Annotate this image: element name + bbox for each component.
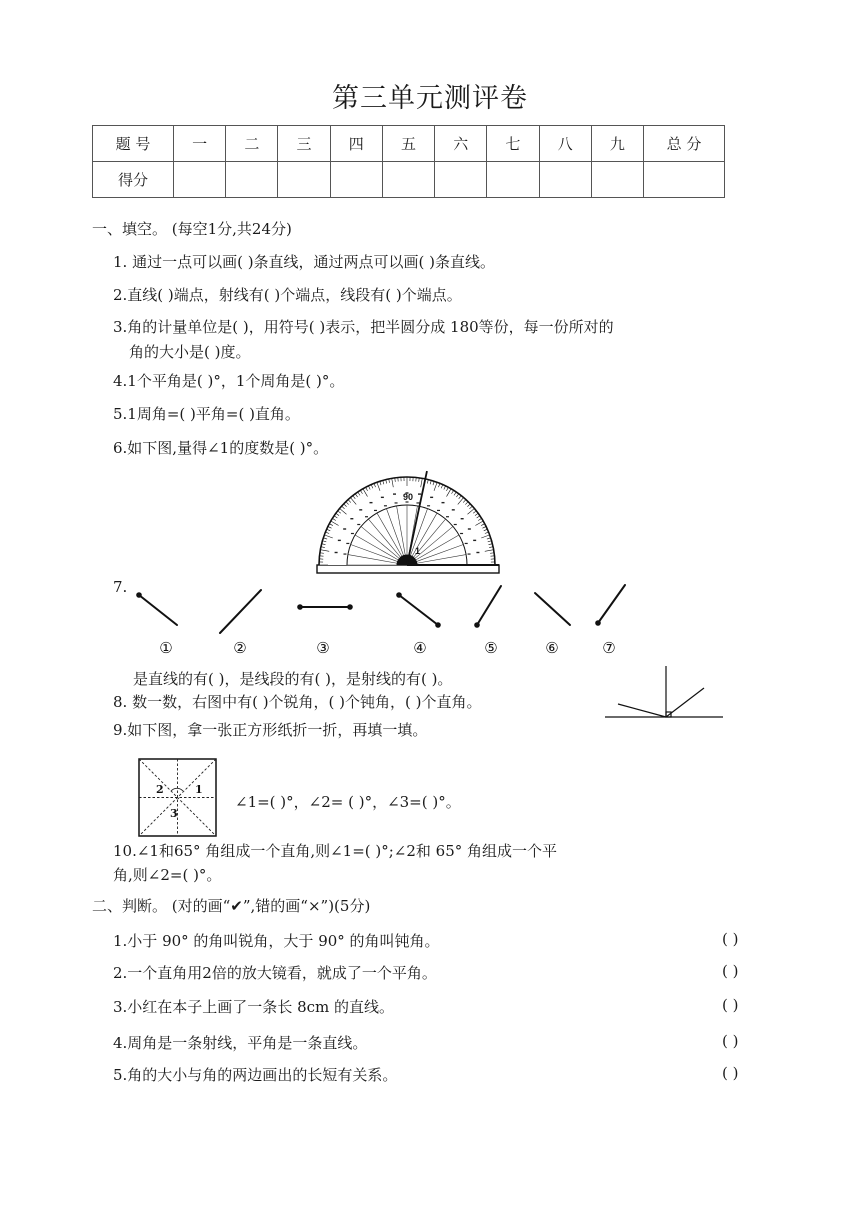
score-header-cell: 题 号	[93, 126, 174, 162]
score-header-cell: 二	[226, 126, 278, 162]
endpoint-dot	[474, 622, 480, 628]
folded-square-figure	[137, 757, 219, 839]
section2-heading: 二、判断。 (对的画“✔”,错的画“×”)(5分)	[92, 897, 371, 915]
protractor-figure	[315, 470, 505, 580]
figure-label: ②	[233, 639, 247, 657]
question-7-text: 是直线的有( )，是线段的有( )，是射线的有( )。	[133, 670, 453, 688]
question-6: 6.如下图,量得∠1的度数是( )°。	[113, 439, 329, 457]
question-7-number: 7.	[113, 578, 128, 596]
judge-answer-5[interactable]: ( )	[722, 1064, 739, 1082]
score-cell[interactable]	[487, 162, 539, 198]
question-3-line1: 3.角的计量单位是( )，用符号( )表示，把半圆分成 180等份，每一份所对的	[113, 318, 614, 336]
score-header-cell: 八	[539, 126, 591, 162]
section1-heading: 一、填空。 (每空1分,共24分)	[92, 220, 292, 238]
score-cell[interactable]	[644, 162, 725, 198]
endpoint-dot	[136, 592, 142, 598]
question-1: 1. 通过一点可以画( )条直线，通过两点可以画( )条直线。	[113, 253, 496, 271]
page-title: 第三单元测评卷	[332, 83, 528, 114]
question-10-line1: 10.∠1和65° 角组成一个直角,则∠1=( )°;∠2和 65° 角组成一个平	[113, 842, 558, 860]
question-3-line2: 角的大小是( )度。	[129, 343, 251, 361]
score-cell[interactable]	[174, 162, 226, 198]
score-header-cell: 九	[591, 126, 643, 162]
figure-line-5	[477, 586, 501, 625]
endpoint-dot	[347, 604, 353, 610]
protractor-angle-label: 1	[415, 546, 421, 556]
score-header-cell: 七	[487, 126, 539, 162]
score-header-cell: 六	[435, 126, 487, 162]
score-table-header-row	[93, 126, 725, 162]
figure-line-7	[598, 585, 625, 623]
score-cell[interactable]	[382, 162, 434, 198]
score-cell[interactable]	[591, 162, 643, 198]
judge-answer-3[interactable]: ( )	[722, 996, 739, 1014]
question-9: 9.如下图，拿一张正方形纸折一折，再填一填。	[113, 721, 428, 739]
question-5: 5.1周角=( )平角=( )直角。	[113, 405, 300, 423]
figure-label: ①	[159, 639, 173, 657]
score-cell[interactable]	[226, 162, 278, 198]
question-2: 2.直线( )端点，射线有( )个端点，线段有( )个端点。	[113, 286, 462, 304]
figure-label: ③	[316, 639, 330, 657]
figure-line-2	[220, 590, 261, 633]
figure-label: ⑥	[545, 639, 559, 657]
figure-line-4	[399, 595, 438, 625]
judge-item-5: 5.角的大小与角的两边画出的长短有关系。	[113, 1066, 398, 1084]
score-table-score-row	[93, 162, 725, 198]
score-cell[interactable]	[278, 162, 330, 198]
figure-line-6	[535, 593, 570, 625]
figure-line-1	[139, 595, 177, 625]
q8-angle-figure	[600, 662, 726, 724]
q7-lines-figure	[120, 575, 640, 660]
score-row-label: 得分	[93, 162, 174, 198]
endpoint-dot	[595, 620, 601, 626]
endpoint-dot	[396, 592, 402, 598]
score-header-cell: 总 分	[644, 126, 725, 162]
score-header-cell: 三	[278, 126, 330, 162]
score-header-cell: 五	[382, 126, 434, 162]
score-cell[interactable]	[539, 162, 591, 198]
score-cell[interactable]	[330, 162, 382, 198]
protractor-90-label: 90	[403, 492, 414, 502]
angle-label-3: 3	[170, 807, 178, 820]
score-table	[92, 125, 725, 198]
judge-item-4: 4.周角是一条射线，平角是一条直线。	[113, 1034, 368, 1052]
figure-label: ⑦	[602, 639, 616, 657]
judge-item-3: 3.小红在本子上画了一条长 8cm 的直线。	[113, 998, 395, 1016]
judge-answer-1[interactable]: ( )	[722, 930, 739, 948]
question-10-line2: 角,则∠2=( )°。	[113, 866, 222, 884]
question-4: 4.1个平角是( )°，1个周角是( )°。	[113, 372, 345, 390]
figure-label: ④	[413, 639, 427, 657]
figure-label: ⑤	[484, 639, 498, 657]
question-8: 8. 数一数，右图中有( )个锐角，( )个钝角，( )个直角。	[113, 693, 482, 711]
question-9-answer: ∠1=( )°，∠2= ( )°，∠3=( )°。	[235, 793, 461, 811]
endpoint-dot	[297, 604, 303, 610]
endpoint-dot	[435, 622, 441, 628]
score-cell[interactable]	[435, 162, 487, 198]
judge-item-1: 1.小于 90° 的角叫锐角，大于 90° 的角叫钝角。	[113, 932, 440, 950]
score-header-cell: 四	[330, 126, 382, 162]
angle-label-2: 2	[156, 783, 164, 796]
protractor-base	[317, 565, 499, 573]
angle-label-1: 1	[195, 783, 203, 796]
judge-item-2: 2.一个直角用2倍的放大镜看，就成了一个平角。	[113, 964, 437, 982]
judge-answer-4[interactable]: ( )	[722, 1032, 739, 1050]
score-header-cell: 一	[174, 126, 226, 162]
judge-answer-2[interactable]: ( )	[722, 962, 739, 980]
